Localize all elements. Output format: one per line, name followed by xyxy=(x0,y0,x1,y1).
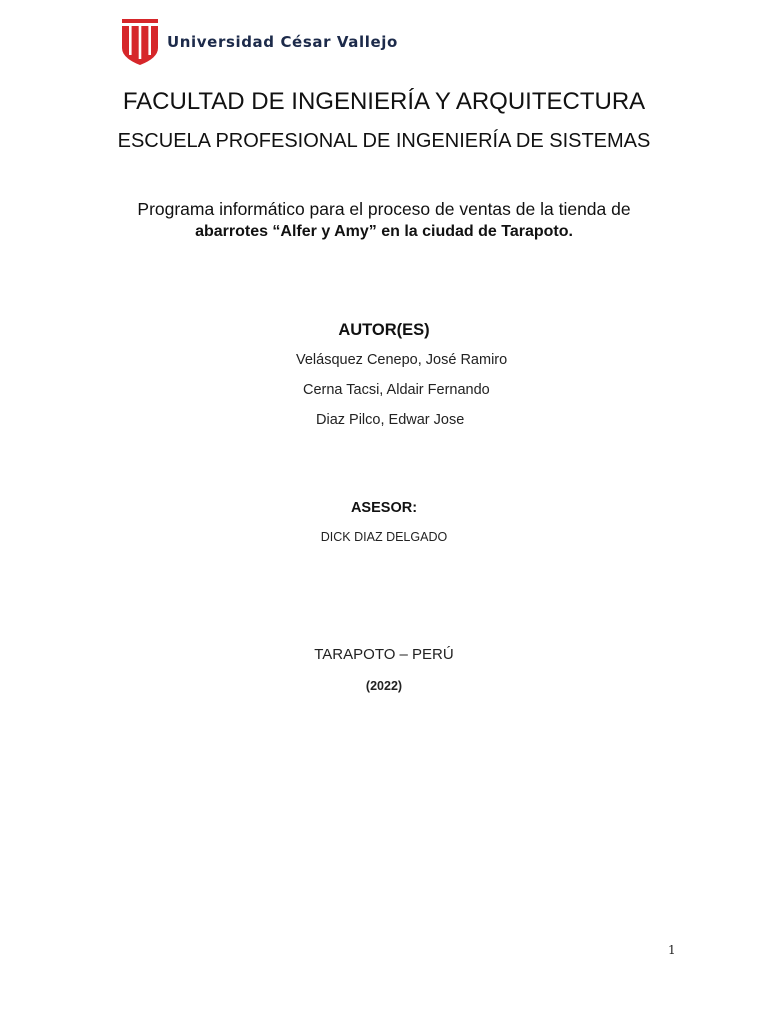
school-title: ESCUELA PROFESIONAL DE INGENIERÍA DE SISTEMAS xyxy=(117,130,651,152)
authors-heading: AUTOR(ES) xyxy=(338,321,430,339)
author-name: Velásquez Cenepo, José Ramiro xyxy=(296,352,508,368)
location: TARAPOTO – PERÚ xyxy=(314,646,454,663)
year: (2022) xyxy=(365,679,403,693)
faculty-title: FACULTAD DE INGENIERÍA Y ARQUITECTURA xyxy=(122,88,646,115)
thesis-title-line-1: Programa informático para el proceso de ventas de la tienda de xyxy=(137,199,631,219)
university-name: Universidad César Vallejo xyxy=(167,33,398,51)
author-name: Cerna Tacsi, Aldair Fernando xyxy=(303,382,490,398)
author-name: Diaz Pilco, Edwar Jose xyxy=(316,412,465,428)
advisor-name: DICK DIAZ DELGADO xyxy=(320,530,448,544)
advisor-heading: ASESOR: xyxy=(350,500,418,516)
thesis-title-line-2: abarrotes “Alfer y Amy” en la ciudad de Tarapoto. xyxy=(195,223,573,240)
university-logo xyxy=(121,18,398,66)
page-number: 1 xyxy=(668,943,676,957)
university-crest-icon xyxy=(121,18,159,66)
